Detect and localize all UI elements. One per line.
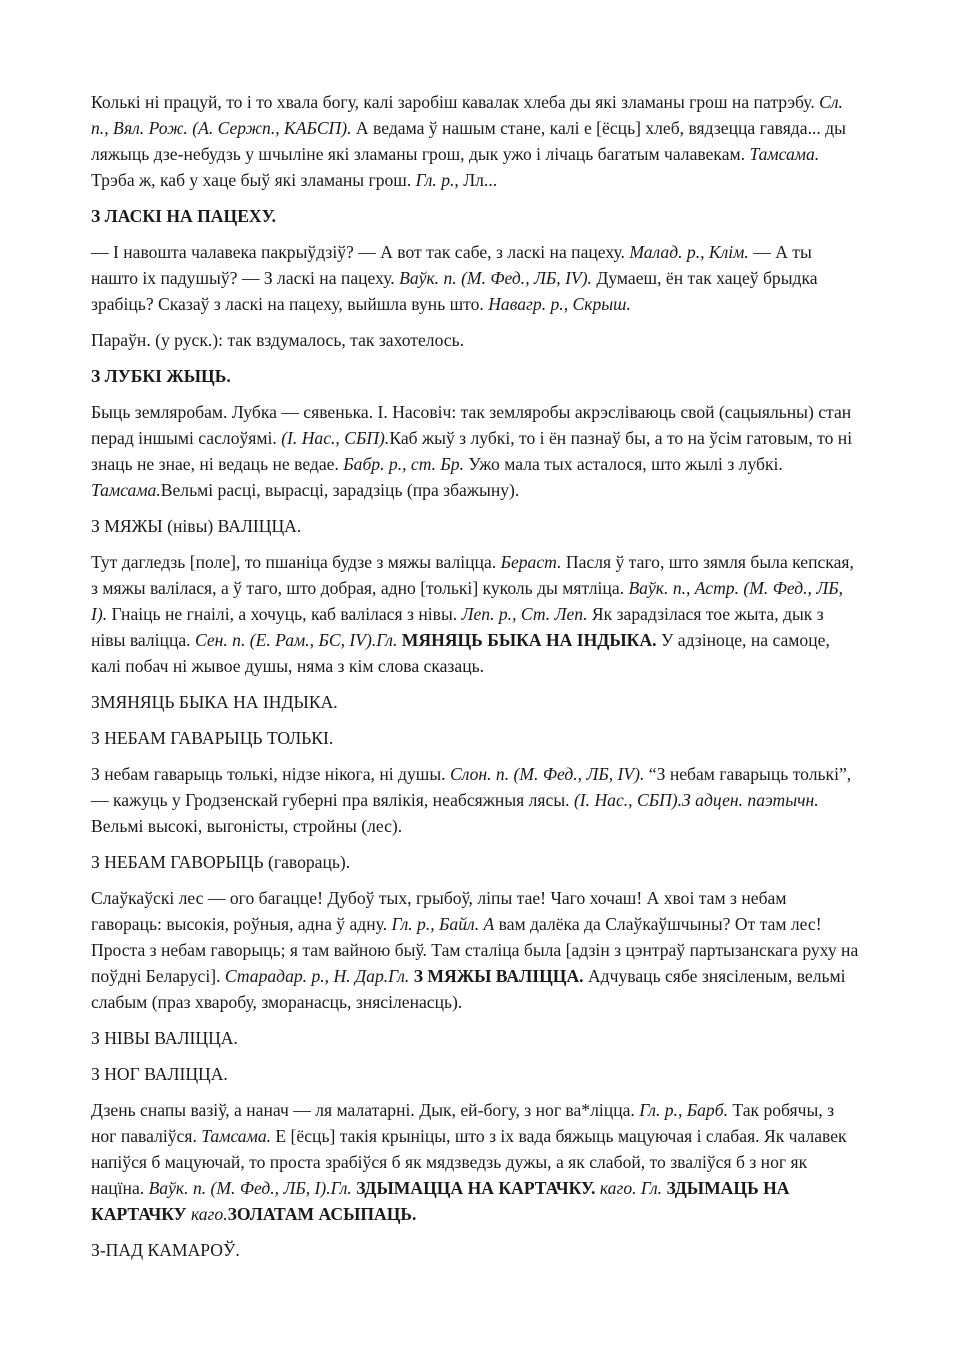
body-text: Каб жыў з лубкі, то і ён пазнаў бы, а то на ўсім гатовым, то ні знаць не знае, ні ведаць не ведае. <box>91 428 853 474</box>
source-citation: Слон. п. (М. Фед., ЛБ, IV). <box>449 764 645 784</box>
body-text: Пасля ў таго, што зямля была кепская, з мяжы валілася, а ў таго, што добрая, адно [толькі] куколь ды мятліца. <box>91 552 854 598</box>
body-text: Так робячы, з ног паваліўся. <box>91 1100 835 1146</box>
body-text: , Лл... <box>454 170 498 190</box>
source-citation: Леп. р., Ст. Леп. <box>461 604 588 624</box>
body-text: Вельмі высокі, выгоністы, стройны (лес). <box>91 816 403 836</box>
source-citation: Тамсама. <box>91 480 161 500</box>
body-text: “З небам гаварыць толькі”, — кажуць у Гродзенскай губерні пра вялікія, неабсяжныя лясы. <box>91 764 852 810</box>
body-text: — А ты нашто іх падушыў? — З ласкі на пацеху. <box>91 242 812 288</box>
body-text: Быць земляробам. Лубка — сявенька. І. Насовіч: так земляробы акрэсліваюць свой (сацыяльны) стан перад іншымі саслоўямі. <box>91 402 852 448</box>
source-citation: Старадар. р., Н. Дар.Гл. <box>224 966 410 986</box>
body-text: Параўн. (у руск.): так вздумалось, так захотелось. <box>91 330 465 350</box>
entry-heading <box>91 849 860 875</box>
entry-heading <box>91 327 860 353</box>
body-text: З-ПАД КАМАРОЎ. <box>91 1240 240 1260</box>
entry-paragraph <box>91 549 860 679</box>
headword-text: ЗДЫМАЦЦА НА КАРТАЧКУ. <box>356 1178 596 1198</box>
entry-heading <box>91 513 860 539</box>
source-citation: Бабр. р., ст. Бр. <box>343 454 464 474</box>
headword-text: З ЛАСКІ НА ПАЦЕХУ. <box>91 206 277 226</box>
body-text: Гнаіць не гнаілі, а хочуць, каб валілася з нівы. <box>107 604 462 624</box>
body-text: Тут дагледзь [поле], то пшаніца будзе з мяжы валіцца. <box>91 552 501 572</box>
source-citation: (І. Нас., СБП).З адцен. паэтычн. <box>573 790 819 810</box>
entry-paragraph <box>91 399 860 503</box>
body-text: Е [ёсць] такія крыніцы, што з іх вада бяжыць мацуючая і слабая. Як чалавек напіўся б мацуючай, то проста зрабіўся б як мядзведзь дужы, а як слабой, то зваліўся б з ног як нацїна. <box>91 1126 847 1198</box>
entry-heading <box>91 203 860 229</box>
source-citation: Гл. р. <box>415 170 455 190</box>
entry-heading <box>91 1237 860 1263</box>
body-text: А ведама ў нашым стане, калі е [ёсць] хлеб, вядзецца гавяда... ды ляжыць дзе-небудзь у шчыліне які зламаны грош, дык ужо і лічаць багатым чалавекам. <box>91 118 846 164</box>
body-text: вам далёка да Слаўкаўшчыны? От там лес! Проста з небам гаворыць; я там вайною быў. Там сталіца была [адзін з цэнтраў партызанскага руху на поўдні Беларусі]. <box>91 914 859 986</box>
body-text: Думаеш, ён так хацеў брыдка зрабіць? Сказаў з ласкі на пацеху, выйшла вунь што. <box>91 268 818 314</box>
source-citation: Ваўк. п. (М. Фед., ЛБ, I).Гл. <box>148 1178 352 1198</box>
source-citation: Гл. р., Барб. <box>639 1100 728 1120</box>
body-text: З МЯЖЫ (нівы) ВАЛІЦЦА. <box>91 516 302 536</box>
source-citation: каго. <box>190 1204 228 1224</box>
source-citation: Сен. п. (Е. Рам., БС, IV).Гл. <box>194 630 398 650</box>
body-text: З НЕБАМ ГАВАРЫЦЬ ТОЛЬКІ. <box>91 728 334 748</box>
entry-heading <box>91 363 860 389</box>
source-citation: Тамсама. <box>749 144 820 164</box>
body-text: Як зарадзілася тое жыта, дык з нівы валіцца. <box>91 604 824 650</box>
source-citation: Ваўк. п. (М. Фед., ЛБ, IV). <box>399 268 592 288</box>
body-text: Колькі ні працуй, то і то хвала богу, калі заробіш кавалак хлеба ды які зламаны грош на патрэбу. <box>91 92 820 112</box>
source-citation: Малад. р., Клім. <box>629 242 749 262</box>
source-citation: Бераст. <box>500 552 562 572</box>
source-citation: Сл. п., Вял. Рож. (А. Сержп., КАБСП). <box>91 92 843 138</box>
entry-paragraph <box>91 885 860 1015</box>
source-citation: Ваўк. п., Астр. (М. Фед., ЛБ, I). <box>91 578 844 624</box>
source-citation: (І. Нас., СБП). <box>281 428 390 448</box>
body-text: ЗМЯНЯЦЬ БЫКА НА ІНДЫКА. <box>91 692 338 712</box>
body-text: — І навошта чалавека пакрыўдзіў? — А вот так сабе, з ласкі на пацеху. <box>91 242 630 262</box>
headword-text: З ЛУБКІ ЖЫЦЬ. <box>91 366 231 386</box>
entry-heading <box>91 725 860 751</box>
source-citation: Тамсама. <box>201 1126 272 1146</box>
body-text: З небам гаварыць толькі, нідзе нікога, ні душы. <box>91 764 450 784</box>
body-text: Дзень снапы вазіў, а нанач — ля малатарні. Дык, ей-богу, з ног ва*ліцца. <box>91 1100 640 1120</box>
entry-paragraph <box>91 239 860 317</box>
headword-text: ЗДЫМАЦЬ НА КАРТАЧКУ <box>91 1178 790 1224</box>
headword-text: МЯНЯЦЬ БЫКА НА ІНДЫКА. <box>401 630 657 650</box>
entry-heading <box>91 1061 860 1087</box>
body-text: З НОГ ВАЛІЦЦА. <box>91 1064 228 1084</box>
body-text: Слаўкаўскі лес — ого багацце! Дубоў тых, грыбоў, ліпы тае! Чаго хочаш! А хвоі там з небам гавораць: высокія, роўныя, адна ў адну. <box>91 888 787 934</box>
headword-text: ЗОЛАТАМ АСЫПАЦЬ. <box>227 1204 417 1224</box>
source-citation: Навагр. р., Скрыш. <box>488 294 631 314</box>
entry-paragraph <box>91 761 860 839</box>
source-citation: Гл. р., Байл. А <box>391 914 495 934</box>
body-text: З НЕБАМ ГАВОРЫЦЬ (гавораць). <box>91 852 351 872</box>
source-citation: каго. Гл. <box>599 1178 663 1198</box>
entry-paragraph <box>91 1097 860 1227</box>
body-text: Трэба ж, каб у хаце быў які зламаны грош. <box>91 170 416 190</box>
body-text: У адзіноце, на самоце, калі побач ні жывое душы, няма з кім слова сказаць. <box>91 630 830 676</box>
body-text: Ужо мала тых асталося, што жылі з лубкі. <box>464 454 783 474</box>
entry-heading <box>91 689 860 715</box>
body-text: Вельмі расці, вырасці, зарадзіць (пра збажыну). <box>160 480 520 500</box>
entry-heading <box>91 1025 860 1051</box>
body-text: З НІВЫ ВАЛІЦЦА. <box>91 1028 238 1048</box>
headword-text: З МЯЖЫ ВАЛІЦЦА. <box>413 966 584 986</box>
entry-paragraph <box>91 89 860 193</box>
body-text: Адчуваць сябе знясіленым, вельмі слабым (праз хваробу, зморанасць, знясіленасць). <box>91 966 846 1012</box>
